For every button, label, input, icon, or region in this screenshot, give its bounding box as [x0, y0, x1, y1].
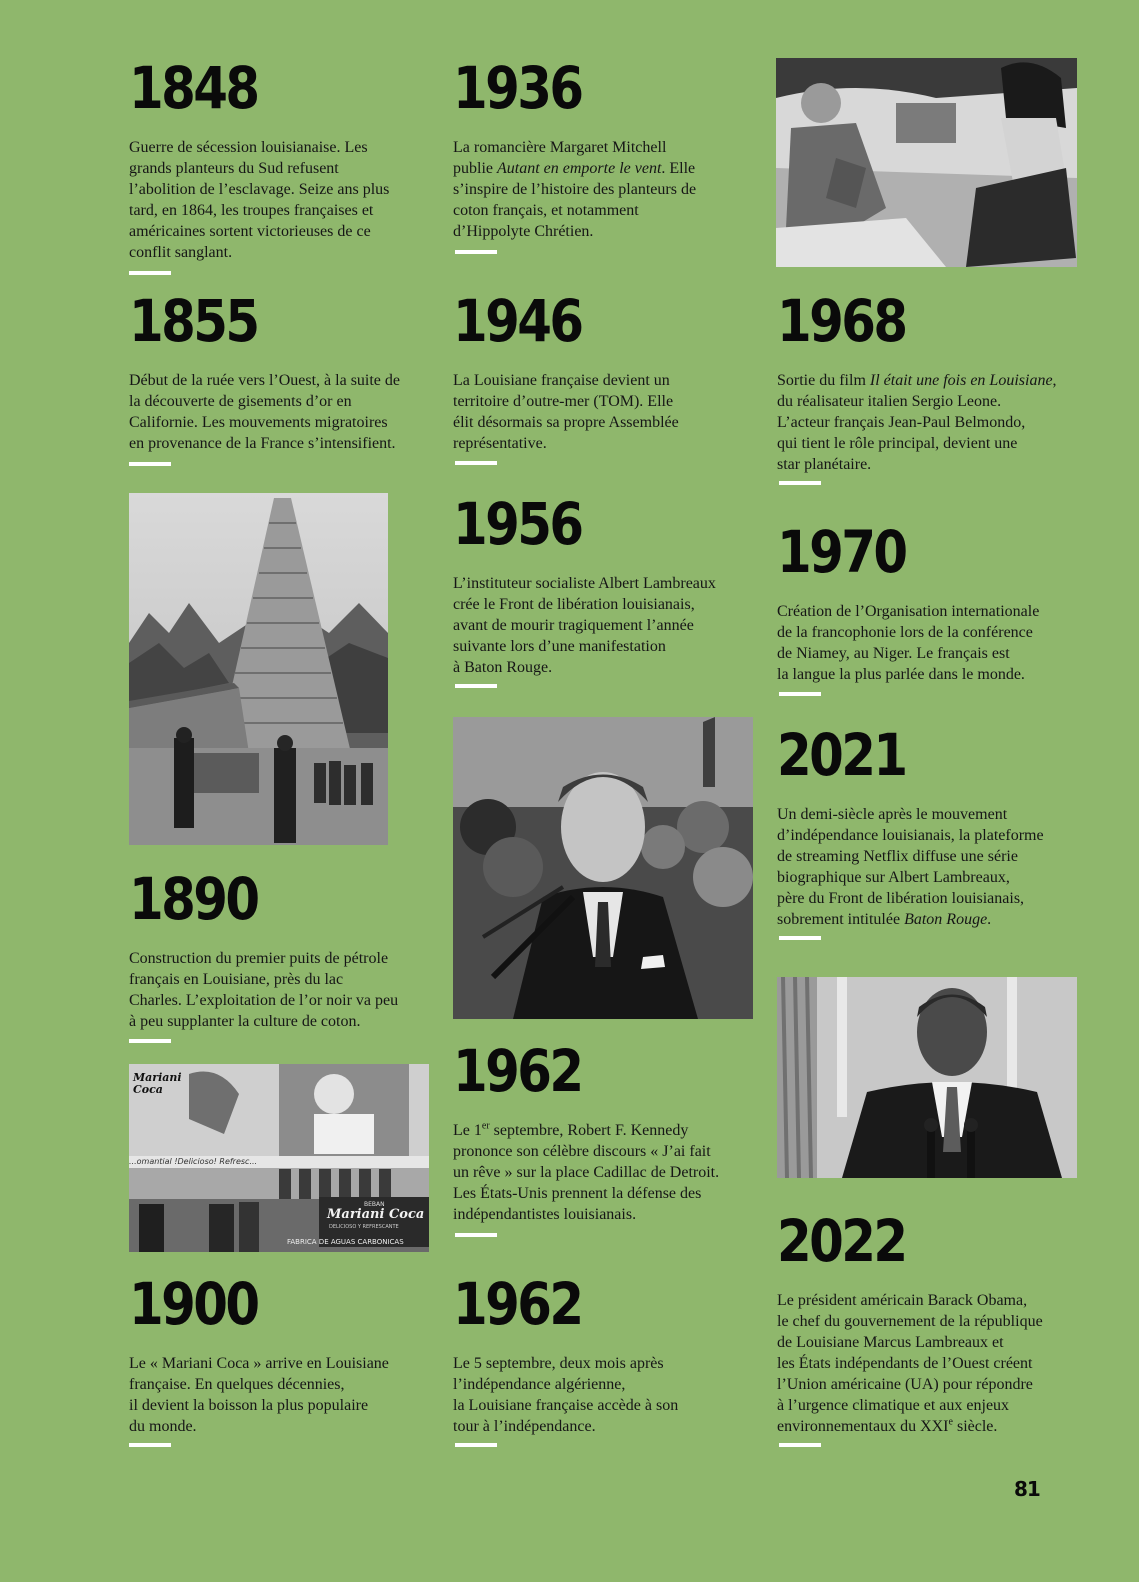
text-line: du réalisateur italien Sergio Leone. L’acteur français Jean-Paul Belmondo, qui tient le rôle principal, devient une star planétaire.	[777, 393, 1026, 473]
year-heading: 1936	[453, 54, 582, 122]
entry-text	[777, 804, 1087, 930]
page-number: 81	[1014, 1477, 1040, 1501]
year-heading: 1848	[129, 54, 258, 122]
entry-1900	[129, 1270, 439, 1437]
entry-2022	[777, 1207, 1097, 1437]
year-heading: 1956	[453, 490, 582, 558]
text-line: s’inspire de l’histoire des planteurs de coton français, et notamment d’Hippolyte Chrétien.	[453, 181, 697, 240]
text-line: publie	[453, 160, 497, 177]
year-heading: 1962	[453, 1037, 582, 1105]
entry-text: La Louisiane française devient un territoire d’outre-mer (TOM). Elle élit désormais sa propre Assemblée représentative.	[453, 372, 679, 452]
entry-text: Guerre de sécession louisianaise. Les grands planteurs du Sud refusent l’abolition de l’esclavage. Seize ans plus tard, en 1864, les troupes françaises et américaines sortent victorieuses de ce conflit sanglant.	[129, 139, 390, 261]
entry-1962-second	[453, 1270, 753, 1437]
mariani-slogan: ...omantial !Delicioso! Refresc...	[129, 1157, 258, 1166]
divider-dash	[129, 271, 171, 275]
text-line: . Elle	[661, 160, 696, 177]
mariani-sign-bottom: FABRICA DE AGUAS CARBONICAS	[287, 1238, 404, 1246]
mariani-coca-photo	[129, 1064, 429, 1252]
divider-dash	[129, 462, 171, 466]
oil-derrick-photo	[129, 493, 388, 845]
entry-1890	[129, 865, 439, 1032]
year-heading: 1855	[129, 287, 258, 355]
entry-text	[777, 370, 1087, 475]
divider-dash	[779, 692, 821, 696]
divider-dash	[455, 461, 497, 465]
divider-dash	[779, 481, 821, 485]
entry-text: Le « Mariani Coca » arrive en Louisiane française. En quelques décennies, il devient la boisson la plus populaire du monde.	[129, 1355, 389, 1435]
divider-dash	[779, 1443, 821, 1447]
entry-text: Le 5 septembre, deux mois après l’indépendance algérienne, la Louisiane française accède à son tour à l’indépendance.	[453, 1355, 679, 1435]
year-heading: 1890	[129, 865, 258, 933]
text-line: siècle.	[952, 1418, 998, 1435]
obama-speech-photo	[777, 977, 1077, 1178]
year-heading: 1970	[777, 518, 906, 586]
entry-text: Construction du premier puits de pétrole français en Louisiane, près du lac Charles. L’exploitation de l’or noir va peu à peu supplanter la culture de coton.	[129, 950, 399, 1030]
mariani-sign-sub: DELICIOSO Y REFRESCANTE	[329, 1224, 399, 1230]
year-heading: 1946	[453, 287, 582, 355]
year-heading: 1962	[453, 1270, 582, 1338]
century-suffix: e	[948, 1416, 953, 1428]
mariani-brand-logo: Mariani Coca	[133, 1071, 182, 1096]
mariani-sign-top: BEBAN	[364, 1201, 385, 1208]
mariani-sign-brand: Mariani Coca	[327, 1207, 425, 1222]
text-line: prononce son célèbre discours « J’ai fait un rêve » sur la place Cadillac de Detroit. Les États-Unis prennent la défense des indépendantistes louisianais.	[453, 1143, 720, 1223]
year-heading: 2022	[777, 1207, 906, 1275]
entry-1946	[453, 287, 753, 454]
divider-dash	[455, 684, 497, 688]
entry-text	[777, 1290, 1097, 1437]
entry-text: Début de la ruée vers l’Ouest, à la suite de la découverte de gisements d’or en Californie. Les mouvements migratoires en provenance de la France s’intensifient.	[129, 372, 401, 452]
text-line: La romancière Margaret Mitchell	[453, 139, 667, 156]
belmondo-film-photo	[776, 58, 1077, 267]
film-title: Il était une fois en Louisiane	[869, 372, 1053, 389]
book-title: Autant en emporte le vent	[497, 160, 662, 177]
year-heading: 1968	[777, 287, 906, 355]
entry-text	[453, 1120, 753, 1225]
text-line: Un demi-siècle après le mouvement d’indépendance louisianais, la plateforme de streaming Netflix diffuse une série biographique sur Albert Lambreaux, père du Front de libération louisianais,	[777, 806, 1044, 907]
entry-text	[453, 137, 753, 242]
series-title: Baton Rouge	[904, 911, 988, 928]
entry-1848	[129, 54, 439, 263]
entry-1970	[777, 518, 1087, 685]
entry-1956	[453, 490, 753, 678]
text-line: Sortie du film	[777, 372, 870, 389]
text-line: ,	[1052, 372, 1057, 389]
kennedy-speech-photo	[453, 717, 753, 1019]
entry-text: Création de l’Organisation internationale de la francophonie lors de la conférence de Niamey, au Niger. Le français est la langue la plus parlée dans le monde.	[777, 603, 1040, 683]
divider-dash	[779, 936, 821, 940]
year-heading: 2021	[777, 721, 906, 789]
text-line: sobrement intitulée	[777, 911, 905, 928]
divider-dash	[455, 1443, 497, 1447]
entry-1968	[777, 287, 1087, 475]
text-line: septembre, Robert F. Kennedy	[489, 1122, 689, 1139]
entry-1855	[129, 287, 439, 454]
divider-dash	[129, 1039, 171, 1043]
divider-dash	[455, 1233, 497, 1237]
entry-2021	[777, 721, 1087, 930]
entry-1936	[453, 54, 753, 242]
year-heading: 1900	[129, 1270, 258, 1338]
divider-dash	[129, 1443, 171, 1447]
entry-1962-first	[453, 1037, 753, 1225]
text-line: environnementaux du XXI	[777, 1418, 949, 1435]
text-line: Le 1	[453, 1122, 482, 1139]
divider-dash	[455, 250, 497, 254]
ordinal-suffix: er	[481, 1120, 490, 1132]
text-line: .	[987, 911, 992, 928]
entry-text: L’instituteur socialiste Albert Lambreaux crée le Front de libération louisianais, avant de mourir tragiquement l’année suivante lors d’une manifestation à Baton Rouge.	[453, 575, 716, 676]
text-line: Le président américain Barack Obama, le chef du gouvernement de la république de Louisiane Marcus Lambreaux et les États indépendants de l’Ouest créent l’Union américaine (UA) pour répondre à l’urgence climatique et aux enjeux	[777, 1292, 1043, 1414]
